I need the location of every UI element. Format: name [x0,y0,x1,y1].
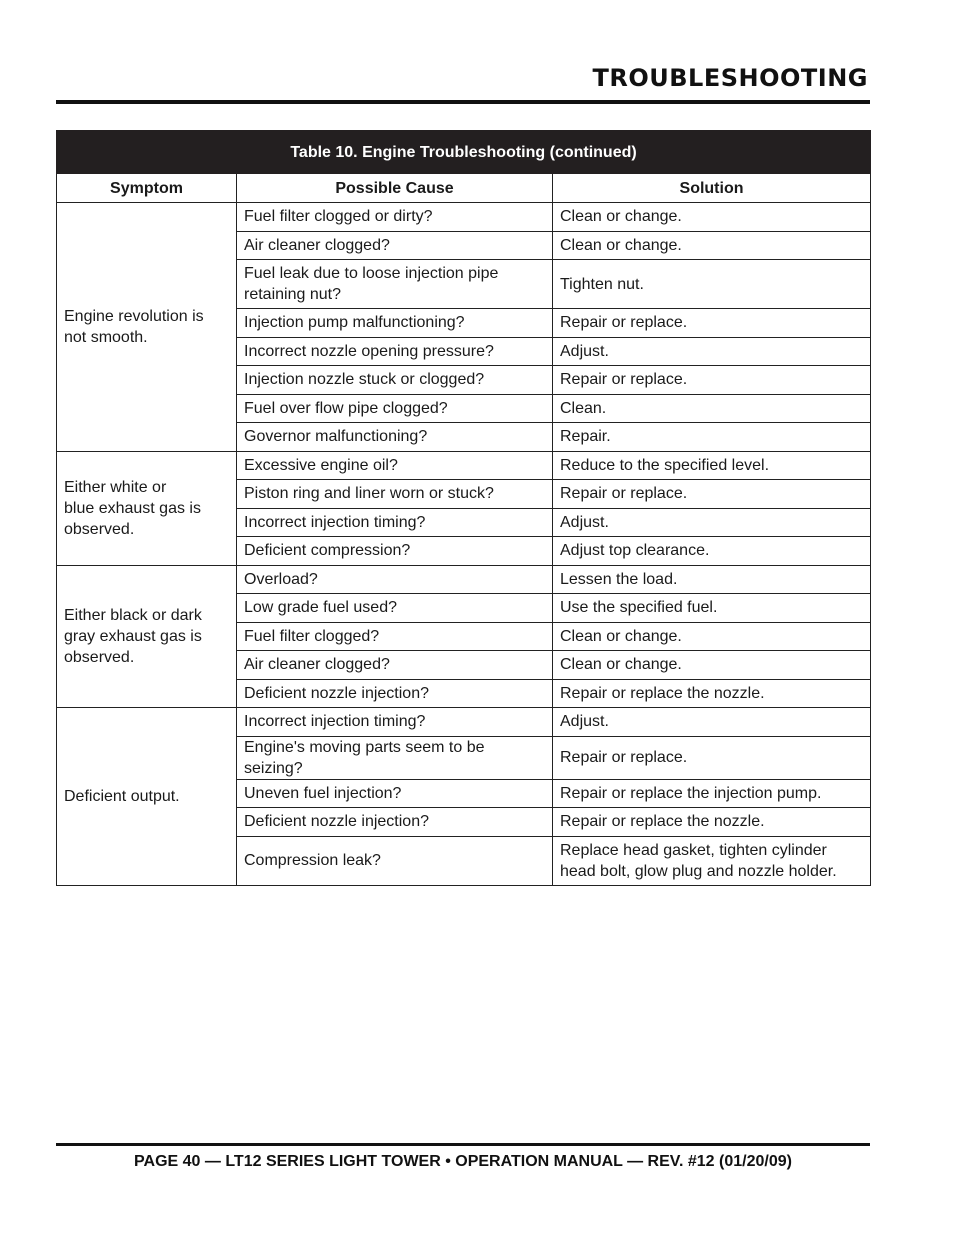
solution-cell: Repair or replace the nozzle. [553,808,871,837]
symptom-cell: Deficient output. [57,708,237,886]
solution-cell: Tighten nut. [553,260,871,309]
solution-cell: Clean. [553,394,871,423]
solution-cell: Adjust top clearance. [553,537,871,566]
solution-cell: Repair or replace. [553,736,871,779]
column-header-symptom: Symptom [57,174,237,203]
column-header-solution: Solution [553,174,871,203]
cause-cell: Engine's moving parts seem to be seizing? [237,736,553,779]
cause-cell: Fuel filter clogged? [237,622,553,651]
solution-cell: Reduce to the specified level. [553,451,871,480]
cause-cell: Uneven fuel injection? [237,779,553,808]
table-body [57,203,871,886]
solution-cell: Repair or replace. [553,480,871,509]
solution-cell: Repair. [553,423,871,452]
cause-cell: Compression leak? [237,836,553,885]
solution-cell: Adjust. [553,708,871,737]
cause-cell: Air cleaner clogged? [237,651,553,680]
cause-cell: Governor malfunctioning? [237,423,553,452]
cause-cell: Incorrect injection timing? [237,708,553,737]
page-footer: PAGE 40 — LT12 SERIES LIGHT TOWER • OPERATION MANUAL — REV. #12 (01/20/09) [134,1153,792,1170]
solution-cell: Clean or change. [553,231,871,260]
solution-cell: Adjust. [553,508,871,537]
cause-cell: Deficient compression? [237,537,553,566]
cause-cell: Overload? [237,565,553,594]
cause-cell: Excessive engine oil? [237,451,553,480]
symptom-cell: Engine revolution is not smooth. [57,203,237,452]
table-row [57,565,871,594]
title-divider [56,100,870,104]
cause-cell: Deficient nozzle injection? [237,679,553,708]
cause-cell: Incorrect injection timing? [237,508,553,537]
solution-cell: Replace head gasket, tighten cylinder head bolt, glow plug and nozzle holder. [553,836,871,885]
solution-cell: Repair or replace. [553,309,871,338]
cause-cell: Deficient nozzle injection? [237,808,553,837]
solution-cell: Lessen the load. [553,565,871,594]
table-row [57,451,871,480]
cause-cell: Fuel filter clogged or dirty? [237,203,553,232]
cause-cell: Air cleaner clogged? [237,231,553,260]
column-header-possible-cause: Possible Cause [237,174,553,203]
page-title: TROUBLESHOOTING [592,64,868,92]
table-caption: Table 10. Engine Troubleshooting (continued) [57,131,871,174]
solution-cell: Clean or change. [553,651,871,680]
cause-cell: Fuel over flow pipe clogged? [237,394,553,423]
symptom-cell: Either white or blue exhaust gas is observed. [57,451,237,565]
cause-cell: Fuel leak due to loose injection pipe retaining nut? [237,260,553,309]
cause-cell: Injection nozzle stuck or clogged? [237,366,553,395]
table-row [57,203,871,232]
solution-cell: Repair or replace the nozzle. [553,679,871,708]
solution-cell: Repair or replace the injection pump. [553,779,871,808]
troubleshooting-table [56,130,871,886]
table-row [57,708,871,737]
footer-divider [56,1143,870,1146]
symptom-cell: Either black or dark gray exhaust gas is observed. [57,565,237,708]
cause-cell: Incorrect nozzle opening pressure? [237,337,553,366]
solution-cell: Clean or change. [553,203,871,232]
cause-cell: Injection pump malfunctioning? [237,309,553,338]
solution-cell: Adjust. [553,337,871,366]
solution-cell: Use the specified fuel. [553,594,871,623]
solution-cell: Clean or change. [553,622,871,651]
solution-cell: Repair or replace. [553,366,871,395]
cause-cell: Piston ring and liner worn or stuck? [237,480,553,509]
cause-cell: Low grade fuel used? [237,594,553,623]
